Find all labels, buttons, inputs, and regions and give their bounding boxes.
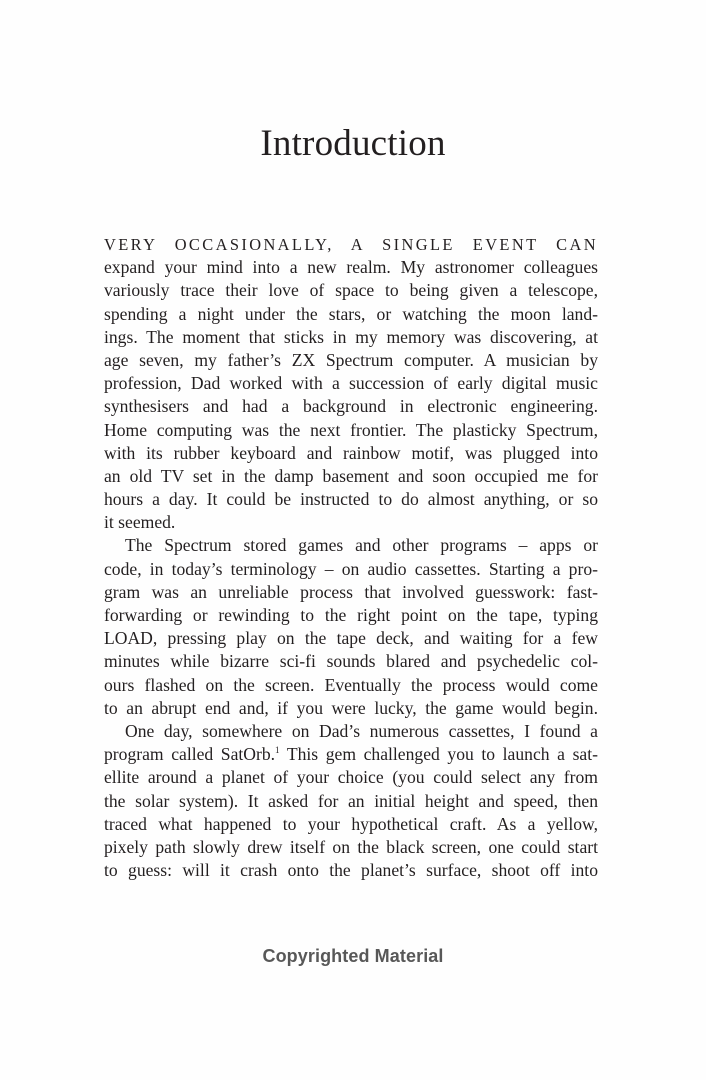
text-line: forwarding or rewinding to the right point on the tape, typing: [104, 605, 598, 625]
chapter-title: Introduction: [260, 123, 446, 164]
text-line: with its rubber keyboard and rainbow motif, was plugged into: [104, 442, 598, 463]
text-line: gram was an unreliable process that involved guesswork: fast-: [104, 581, 598, 602]
text-line: traced what happened to your hypothetical craft. As a yellow,: [104, 813, 598, 834]
text-line: hours a day. It could be instructed to do almost anything, or so: [104, 489, 598, 510]
footnote-line-after: This gem challenged you to launch a sat-: [279, 744, 598, 765]
text-line: code, in today’s terminology – on audio cassettes. Starting a pro-: [104, 558, 598, 579]
text-line-opening-smallcaps: VERY OCCASIONALLY, A SINGLE EVENT CAN: [104, 235, 598, 254]
footnote-line-before: program called SatOrb.: [104, 744, 276, 765]
text-line: pixely path slowly drew itself on the black screen, one could start: [104, 836, 598, 857]
paragraph-3: [104, 720, 598, 882]
text-line: ings. The moment that sticks in my memory was discovering, at: [104, 326, 598, 347]
text-line: the solar system). It asked for an initial height and speed, then: [104, 790, 598, 811]
paragraph-1: [104, 233, 598, 534]
footnote-marker[interactable]: 1: [275, 745, 280, 756]
text-line: to guess: will it crash onto the planet’s surface, shoot off into: [104, 860, 598, 881]
text-line-with-footnote: [104, 743, 598, 766]
text-line: One day, somewhere on Dad’s numerous cassettes, I found a: [125, 720, 598, 741]
text-line: variously trace their love of space to being given a telescope,: [104, 280, 598, 301]
text-line: ellite around a planet of your choice (you could select any from: [104, 767, 598, 788]
body-text: [104, 233, 598, 882]
text-line: to an abrupt end and, if you were lucky, the game would begin.: [104, 697, 598, 718]
copyright-watermark: Copyrighted Material: [262, 946, 444, 966]
text-line: it seemed.: [104, 512, 176, 533]
text-line: Home computing was the next frontier. The plasticky Spectrum,: [104, 419, 598, 440]
text-line: profession, Dad worked with a succession of early digital music: [104, 373, 598, 394]
text-line: minutes while bizarre sci-fi sounds blared and psychedelic col-: [104, 651, 598, 672]
text-line: an old TV set in the damp basement and soon occupied me for: [104, 465, 598, 486]
text-line: synthesisers and had a background in electronic engineering.: [104, 396, 598, 417]
text-line: The Spectrum stored games and other programs – apps or: [125, 535, 598, 556]
text-line: expand your mind into a new realm. My astronomer colleagues: [104, 257, 598, 278]
text-line: LOAD, pressing play on the tape deck, and waiting for a few: [104, 628, 598, 649]
text-line: age seven, my father’s ZX Spectrum computer. A musician by: [104, 349, 598, 370]
text-line: spending a night under the stars, or watching the moon land-: [104, 303, 598, 324]
paragraph-2: [104, 534, 598, 720]
text-line: ours flashed on the screen. Eventually the process would come: [104, 674, 598, 695]
